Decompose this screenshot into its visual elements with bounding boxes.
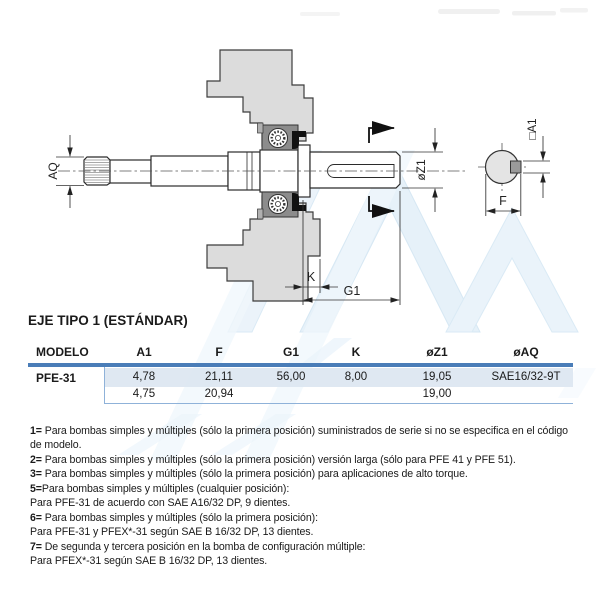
col-header-f: F — [215, 345, 223, 359]
cell-aq-r1: SAE16/32-9T — [491, 370, 561, 383]
watermark-logo — [118, 150, 596, 460]
cell-a1-r2: 4,75 — [132, 387, 156, 400]
shaft-neck — [110, 160, 151, 183]
label-k: K — [306, 270, 316, 284]
cell-z1-r2: 19,00 — [422, 387, 452, 400]
cell-f-r2: 20,94 — [204, 387, 234, 400]
cell-a1-r1: 4,78 — [132, 370, 156, 383]
footnote-line: 1= Para bombas simples y múltiples (sólo la primera posición) suministrados de serie si no se especifica en el código — [30, 425, 568, 437]
label-aq: AQ — [46, 162, 60, 180]
footnote-line: 5=Para bombas simples y múltiples (cualquier posición): — [30, 482, 290, 495]
section-arrow-top — [369, 128, 394, 143]
col-header-aq: øAQ — [513, 345, 539, 359]
cell-k-r1: 8,00 — [344, 370, 368, 383]
label-g1: G1 — [343, 284, 361, 298]
footnote-line: 6= Para bombas simples y múltiples (sólo la primera posición): — [30, 511, 318, 524]
cell-f-r1: 21,11 — [205, 370, 233, 383]
col-header-g1: G1 — [282, 345, 299, 359]
dimension-aq — [56, 135, 84, 208]
label-a1: □A1 — [527, 118, 539, 140]
lower-retainer-ring — [258, 209, 264, 219]
shaft-cross-section-view — [486, 151, 522, 184]
table-header-rule — [28, 363, 573, 367]
dimension-a1 — [523, 136, 550, 198]
output-shaft — [310, 152, 400, 188]
footnotes-block — [30, 424, 586, 569]
cell-g1-r1: 56,00 — [276, 370, 306, 383]
col-header-a1: A1 — [136, 345, 152, 359]
upper-retainer-ring — [258, 123, 264, 133]
table-bottom-rule — [104, 403, 573, 404]
footnote-line: Para PFE-31 de acuerdo con SAE A16/32 DP, 9 dientes. — [30, 497, 291, 510]
footnote-line: 3= Para bombas simples y múltiples (sólo la primera posición) para aplicaciones de alto torque. — [30, 468, 468, 481]
footnote-line: 7= De segunda y tercera posición en la bomba de configuración múltiple: — [30, 540, 366, 553]
cell-z1-r1: 19,05 — [422, 370, 452, 383]
footnote-line: Para PFE-31 y PFEX*-31 según SAE B 16/32 DP, 13 dientes. — [30, 526, 314, 539]
label-f: F — [499, 194, 507, 208]
key-cross-section — [511, 161, 522, 173]
section-title: EJE TIPO 1 (ESTÁNDAR) — [28, 313, 188, 328]
col-header-k: K — [351, 345, 361, 359]
col-header-z1: øZ1 — [426, 345, 448, 359]
model-cell: PFE-31 — [36, 370, 76, 385]
footnote-line: 2= Para bombas simples y múltiples (sólo la primera posición) versión larga (sólo para PFE 41 y PFE 51). — [30, 453, 516, 466]
col-header-modelo: MODELO — [36, 345, 89, 359]
footnote-line: de modelo. — [30, 439, 82, 452]
footnote-line: Para PFEX*-31 según SAE B 16/32 DP, 13 dientes. — [30, 555, 268, 568]
scan-smudges — [300, 8, 588, 16]
label-z1: øZ1 — [414, 159, 428, 181]
